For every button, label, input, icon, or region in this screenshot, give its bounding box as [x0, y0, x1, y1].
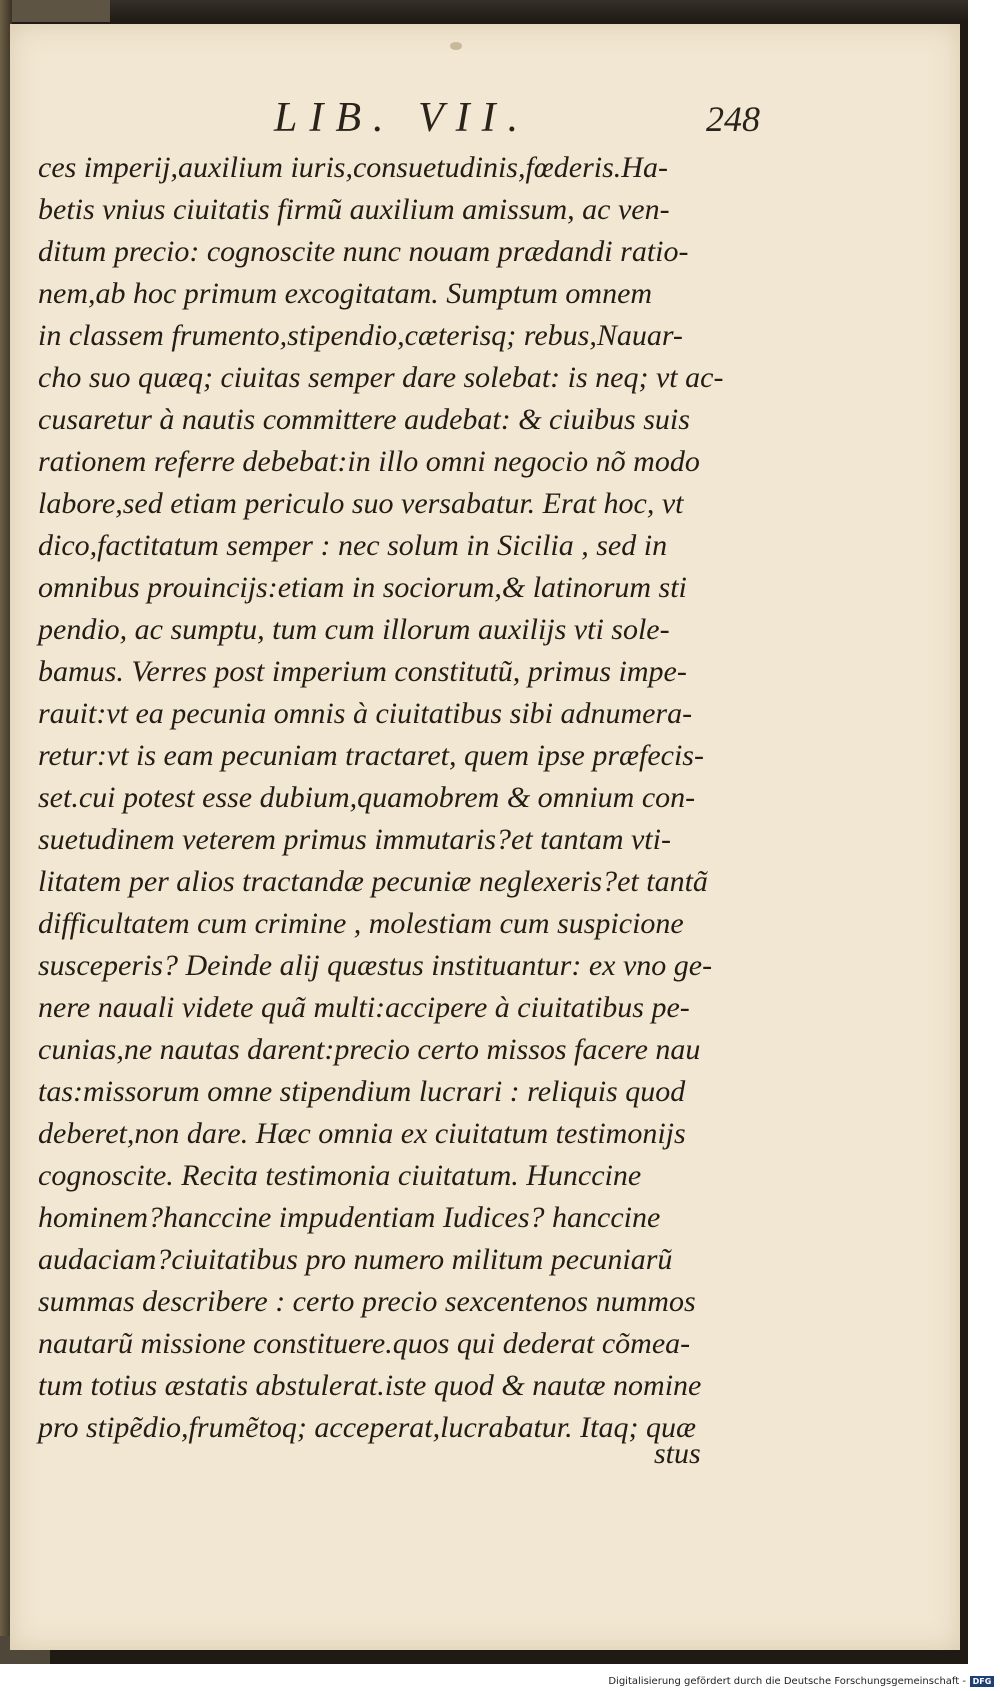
paper-stain [450, 42, 462, 50]
credit-text: Digitalisierung gefördert durch die Deutsche Forschungsgemeinschaft - [608, 1676, 966, 1687]
text-line: pendio, ac sumptu, tum cum illorum auxilijs vti sole- [38, 613, 670, 646]
text-line: betis vnius ciuitatis firmũ auxilium amissum, ac ven- [38, 193, 670, 226]
catchword: stus [654, 1437, 701, 1470]
text-line: litatem per alios tractandæ pecuniæ neglexeris?et tantã [38, 865, 708, 898]
text-line: nautarũ missione constituere.quos qui dederat cõmea- [38, 1327, 691, 1360]
text-line: cusaretur à nautis committere audebat: & ciuibus suis [38, 403, 690, 436]
body-text [38, 147, 778, 1449]
text-line: dico,factitatum semper : nec solum in Sicilia , sed in [38, 529, 668, 562]
text-line: difficultatem cum crimine , molestiam cum suspicione [38, 907, 684, 940]
text-line: ces imperij,auxilium iuris,consuetudinis,fœderis.Ha- [38, 151, 668, 184]
text-line: tas:missorum omne stipendium lucrari : reliquis quod [38, 1075, 686, 1108]
text-line: omnibus prouincijs:etiam in sociorum,& latinorum sti [38, 571, 687, 604]
text-line: nere nauali videte quã multi:accipere à ciuitatibus pe- [38, 991, 690, 1024]
text-line: in classem frumento,stipendio,cæterisq; rebus,Nauar- [38, 319, 683, 352]
text-line: tum totius æstatis abstulerat.iste quod & nautæ nomine [38, 1369, 702, 1402]
text-line: pro stipẽdio,frumẽtoq; acceperat,lucrabatur. Itaq; quæ [38, 1411, 696, 1444]
digitization-credit [608, 1676, 994, 1687]
text-line: deberet,non dare. Hæc omnia ex ciuitatum testimonijs [38, 1117, 686, 1150]
text-line: hominem?hanccine impudentiam Iudices? hanccine [38, 1201, 661, 1234]
text-line: susceperis? Deinde alij quæstus instituantur: ex vno ge- [38, 949, 713, 982]
text-line: labore,sed etiam periculo suo versabatur. Erat hoc, vt [38, 487, 684, 520]
text-line: cognoscite. Recita testimonia ciuitatum. Hunccine [38, 1159, 642, 1192]
text-line: audaciam?ciuitatibus pro numero militum pecuniarũ [38, 1243, 673, 1276]
scan-corner [0, 0, 110, 22]
text-line: rationem referre debebat:in illo omni negocio nõ modo [38, 445, 700, 478]
text-line: nem,ab hoc primum excogitatam. Sumptum omnem [38, 277, 653, 310]
text-line: set.cui potest esse dubium,quamobrem & omnium con- [38, 781, 696, 814]
scan-top-edge [0, 0, 968, 22]
text-line: suetudinem veterem primus immutaris?et tantam vti- [38, 823, 671, 856]
page-number: 248 [706, 99, 760, 139]
text-line: retur:vt is eam pecuniam tractaret, quem ipse præfecis- [38, 739, 704, 772]
text-line: cunias,ne nautas darent:precio certo missos facere nau [38, 1033, 701, 1066]
text-line: rauit:vt ea pecunia omnis à ciuitatibus sibi adnumera- [38, 697, 693, 730]
book-section-title: LIB. VII. [274, 95, 531, 141]
text-line: cho suo quæq; ciuitas semper dare solebat: is neq; vt ac- [38, 361, 724, 394]
running-header [260, 84, 760, 142]
text-line: bamus. Verres post imperium constitutũ, primus impe- [38, 655, 687, 688]
dfg-logo-icon: DFG [970, 1676, 994, 1687]
text-line: summas describere : certo precio sexcentenos nummos [38, 1285, 696, 1318]
text-line: ditum precio: cognoscite nunc nouam prædandi ratio- [38, 235, 689, 268]
